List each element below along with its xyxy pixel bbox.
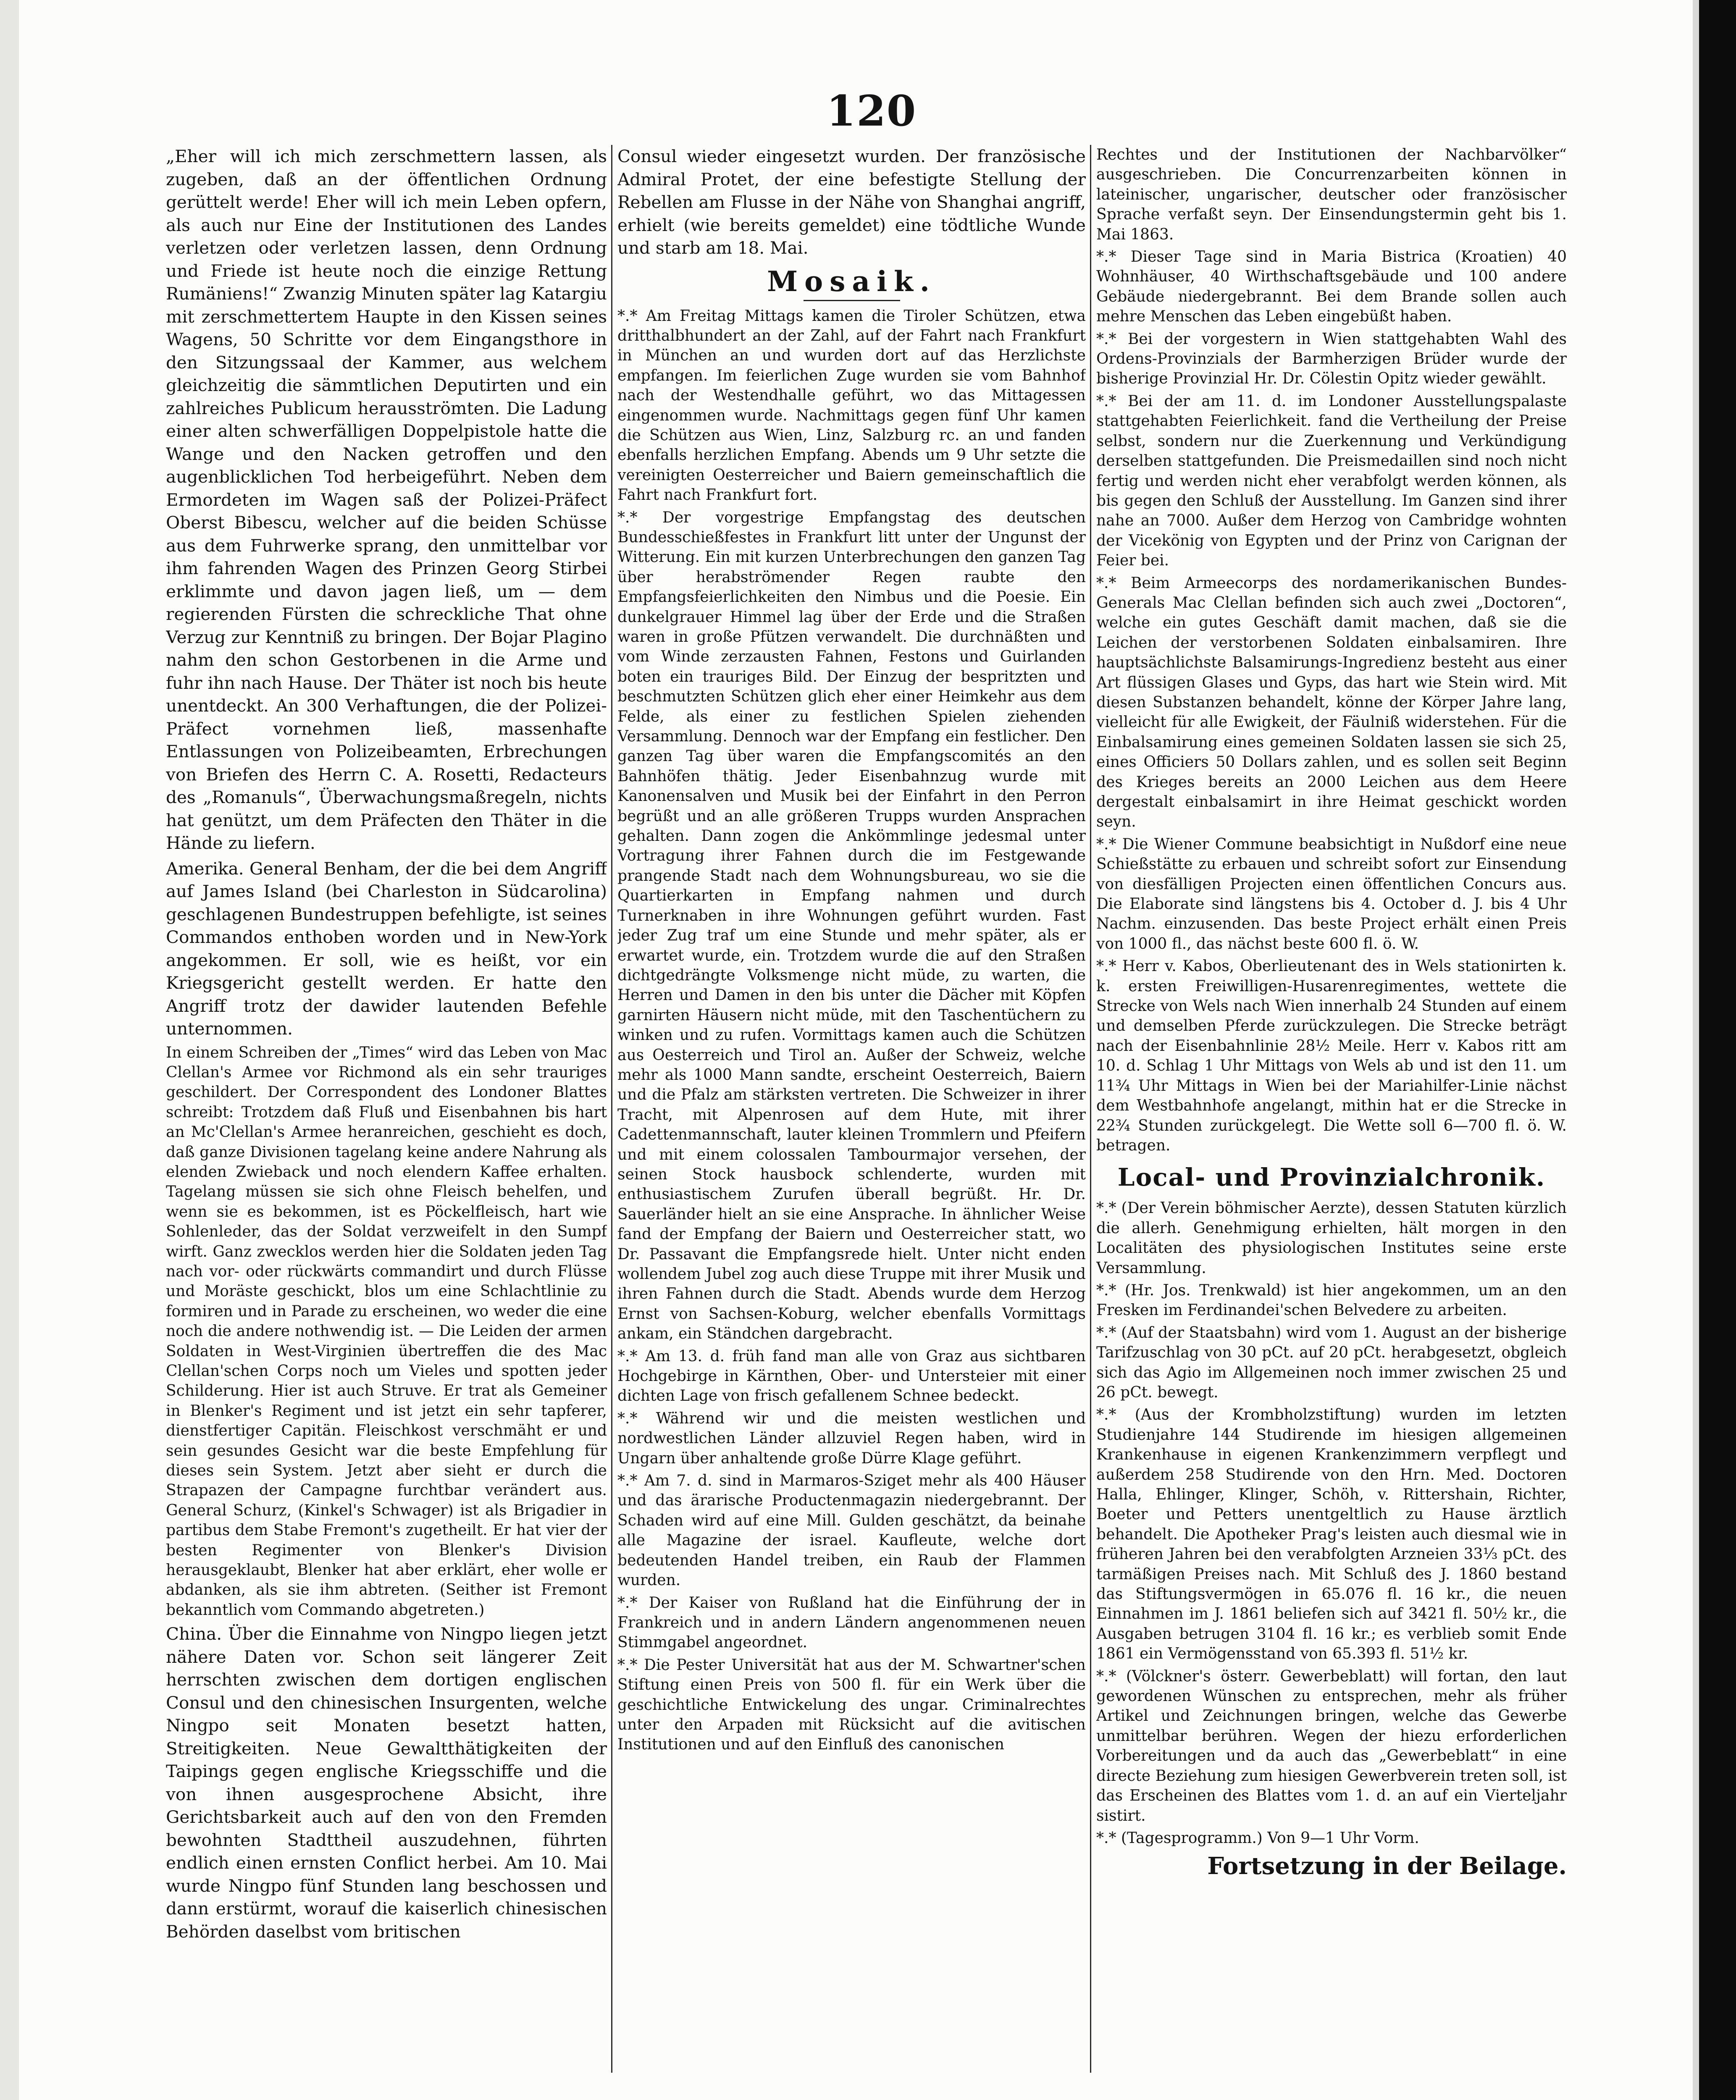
news-item: *.* Bei der vorgestern in Wien stattgehabten Wahl des Ordens-Provinzials der Barmherzigen Brüder wurde der bisherige Provinzial Hr. Dr. Cölestin Opitz wieder gewählt. bbox=[1096, 330, 1567, 388]
column-rule bbox=[611, 145, 612, 2073]
news-item: Rechtes und der Institutionen der Nachbarvölker“ ausgeschrieben. Die Concurrenzarbeiten können in lateinischer, ungarischer, deutscher oder französischer Sprache verfaßt seyn. Der Einsendungstermin geht bis 1. Mai 1863. bbox=[1096, 146, 1567, 243]
article-paragraph: Consul wieder eingesetzt wurden. Der französische Admiral Protet, der eine befestigte Stellung der Rebellen am Flusse in der Nähe von Shanghai angriff, erhielt (wie bereits gemeldet) eine tödtliche Wunde und starb am 18. Mai. bbox=[617, 146, 1086, 258]
article-paragraph: „Eher will ich mich zerschmettern lassen, als zugeben, daß an der öffentlichen Ordnung gerüttelt werde! Eher will ich mein Leben opfern, als auch nur Eine der Institutionen des Landes verletzen oder verletzen lassen, denn Ordnung und Friede ist heute noch die einzige Rettung Rumäniens!“ Zwanzig Minuten später lag Katargiu mit zerschmettertem Haupte in den Kissen seines Wagens, 50 Schritte vor dem Eingangsthore in den Sitzungssaal der Kammer, aus welchem gleichzeitig die sämmtlichen Deputirten und ein zahlreiches Publicum herausströmten. Die Ladung einer alten schwerfälligen Doppelpistole hatte die Wange und den Nacken getroffen und den augenblicklichen Tod herbeigeführt. Neben dem Ermordeten im Wagen saß der Polizei-Präfect Oberst Bibescu, welcher auf die beiden Schüsse aus dem Fuhrwerke sprang, den unmittelbar vor ihm fahrenden Wagen des Prinzen Georg Stirbei erklimmte und davon jagen ließ, um — dem regierenden Fürsten die schreckliche That ohne Verzug zur Kenntniß zu bringen. Der Bojar Plagino nahm den schon Gestorbenen in die Arme und fuhr ihn nach Hause. Der Thäter ist noch bis heute unentdeckt. An 300 Verhaftungen, die der Polizei-Präfect vornehmen ließ, massenhafte Entlassungen von Polizeibeamten, Erbrechungen von Briefen des Herrn C. A. Rosetti, Redacteurs des „Romanuls“, Überwachungsmaßregeln, nichts hat genützt, um dem Präfecten den Thäter in die Hände zu liefern. bbox=[166, 146, 607, 853]
scan-page-edge bbox=[1693, 0, 1699, 2100]
news-item: *.* Herr v. Kabos, Oberlieutenant des in Wels stationirten k. k. ersten Freiwilligen-Husarenregimentes, wettete die Strecke von Wels nach Wien innerhalb 24 Stunden auf einem und demselben Pferde zurückzulegen. Die Strecke beträgt nach der Eisenbahnlinie 28½ Meile. Herr v. Kabos ritt am 10. d. Schlag 1 Uhr Mittags von Wels ab und ist den 11. um 11¾ Uhr Mittags in Wien bei der Mariahilfer-Linie nächst dem Westbahnhofe angelangt, mithin hat er die Strecke in 22¾ Stunden zurückgelegt. Die Wette soll 6—700 fl. ö. W. betragen. bbox=[1096, 958, 1567, 1154]
continuation-note: Fortsetzung in der Beilage. bbox=[1207, 1852, 1567, 1880]
news-item: *.* Beim Armeecorps des nordamerikanischen Bundes-Generals Mac Clellan befinden sich auch zwei „Doctoren“, welche ein gutes Geschäft damit machen, daß sie die Leichen der verstorbenen Soldaten einbalsamiren. Ihre hauptsächlichste Balsamirungs-Ingredienz besteht aus einer Art flüssigen Glases und Gyps, das hart wie Stein wird. Mit diesen Substanzen behandelt, könne der Körper Jahre lang, vielleicht für alle Ewigkeit, der Fäulniß widerstehen. Für die Einbalsamirung eines gemeinen Soldaten lassen sie sich 25, eines Officiers 50 Dollars zahlen, und es sollen seit Beginn des Krieges bereits an 2000 Leichen aus dem Heere dergestalt einbalsamirt in ihre Heimat geschickt worden seyn. bbox=[1096, 574, 1567, 831]
column-3 bbox=[1096, 145, 1567, 2094]
news-item: *.* Die Wiener Commune beabsichtigt in Nußdorf eine neue Schießstätte zu erbauen und schreibt sofort zur Einsendung von diesfälligen Projecten einen öffentlichen Concurs aus. Die Elaborate sind längstens bis 4. October d. J. bis 4 Uhr Nachm. einzusenden. Das beste Project erhält einen Preis von 1000 fl., das nächst beste 600 fl. ö. W. bbox=[1096, 835, 1567, 953]
news-item: *.* Dieser Tage sind in Maria Bistrica (Kroatien) 40 Wohnhäuser, 40 Wirthschaftsgebäude und 100 andere Gebäude niedergebrannt. Bei dem Brande sollen auch mehre Menschen das Leben eingebüßt haben. bbox=[1096, 248, 1567, 326]
news-item: *.* (Aus der Krombholzstiftung) wurden im letzten Studienjahre 144 Studirende im hiesigen allgemeinen Krankenhause in eigenen Krankenzimmern verpflegt und außerdem 258 Studirende von den Hrn. Med. Doctoren Halla, Ehlinger, Klinger, Schöh, v. Rittershain, Richter, Boeter und Petters unentgeltlich zu Hause ärztlich behandelt. Die Apotheker Prag's leisten auch diesmal wie in früheren Jahren bei den verabfolgten Arzneien 33⅓ pCt. des tarmäßigen Preises nach. Mit Schluß des J. 1860 bestand das Stiftungsvermögen in 65.076 fl. 16 kr., die neuen Einnahmen im J. 1861 beliefen sich auf 3421 fl. 50½ kr., die Ausgaben betrugen 3104 fl. 16 kr.; es verblieb somit Ende 1861 ein Vermögensstand von 65.393 fl. 51½ kr. bbox=[1096, 1406, 1567, 1663]
section-title-mosaik: Mosaik. bbox=[767, 265, 936, 298]
section-title-local-chronicle: Local- und Provinzialchronik. bbox=[1117, 1163, 1546, 1192]
column-2 bbox=[617, 145, 1086, 2094]
news-item: *.* (Hr. Jos. Trenkwald) ist hier angekommen, um an den Fresken im Ferdinandei'schen Belvedere zu arbeiten. bbox=[1096, 1281, 1567, 1319]
news-item: *.* (Auf der Staatsbahn) wird vom 1. August an der bisherige Tarifzuschlag von 30 pCt. auf 20 pCt. herabgesetzt, obgleich sich das Agio im Allgemeinen noch immer zwischen 25 und 26 pCt. bewegt. bbox=[1096, 1324, 1567, 1401]
news-item: *.* Bei der am 11. d. im Londoner Ausstellungspalaste stattgehabten Feierlichkeit. fand die Vertheilung der Preise selbst, sondern nur die Zuerkennung und Verkündigung derselben stattgefunden. Die Preismedaillen sind noch nicht fertig und werden nicht eher verabfolgt werden können, als bis gegen den Schluß der Ausstellung. Im Ganzen sind ihrer nahe an 7000. Außer dem Herzog von Cambridge wohnten der Vicekönig von Egypten und der Prinz von Carignan der Feier bei. bbox=[1096, 392, 1567, 570]
column-1 bbox=[166, 145, 607, 2094]
news-item: *.* (Völckner's österr. Gewerbeblatt) will fortan, den laut gewordenen Wünschen zu entsprechen, mehr als früher Artikel und Zeichnungen bringen, welche das Gewerbe unmittelbar berühren. Wegen der hiezu erforderlichen Vorbereitungen und da auch das „Gewerbeblatt“ in eine directe Beziehung zum hiesigen Gewerbverein treten soll, ist das Erscheinen des Blattes vom 1. d. an auf ein Vierteljahr sistirt. bbox=[1096, 1667, 1567, 1824]
article-paragraph: China. Über die Einnahme von Ningpo liegen jetzt nähere Daten vor. Schon seit längerer Zeit herrschten zwischen dem dortigen englischen Consul und den chinesischen Insurgenten, welche Ningpo seit Monaten besetzt hatten, Streitigkeiten. Neue Gewaltthätigkeiten der Taipings gegen englische Kriegsschiffe und die von ihnen ausgesprochene Absicht, ihre Gerichtsbarkeit auch auf den von den Fremden bewohnten Stadttheil auszudehnen, führten endlich einen ernsten Conflict herbei. Am 10. Mai wurde Ningpo fünf Stunden lang beschossen und dann erstürmt, worauf die kaiserlich chinesischen Behörden daselbst vom britischen bbox=[166, 1624, 607, 1942]
title-underline bbox=[804, 300, 900, 301]
scan-dark-border bbox=[1699, 0, 1736, 2100]
news-item: *.* (Der Verein böhmischer Aerzte), dessen Statuten kürzlich die allerh. Genehmigung erhielten, hält morgen in den Localitäten des physiologischen Institutes seine erste Versammlung. bbox=[1096, 1200, 1567, 1277]
page-number: 120 bbox=[826, 86, 917, 136]
news-item: *.* Am 7. d. sind in Marmaros-Sziget mehr als 400 Häuser und das ärarische Productenmagazin niedergebrannt. Der Schaden wird auf eine Mill. Gulden geschätzt, da beinahe alle Magazine der israel. Kaufleute, welche dort bedeutenden Handel treiben, ein Raub der Flammen wurden. bbox=[617, 1472, 1086, 1589]
news-item: *.* Während wir und die meisten westlichen und nordwestlichen Länder allzuviel Regen haben, wird in Ungarn über anhaltende große Dürre Klage geführt. bbox=[617, 1410, 1086, 1467]
column-rule bbox=[1090, 145, 1091, 2073]
news-item: *.* Der vorgestrige Empfangstag des deutschen Bundesschießfestes in Frankfurt litt unter der Ungunst der Witterung. Ein mit kurzen Unterbrechungen den ganzen Tag über herabströmender Regen raubte den Empfangsfeierlichkeiten den Nimbus und die Poesie. Ein dunkelgrauer Himmel lag über der Erde und die Straßen waren in große Pfützen verwandelt. Die durchnäßten und vom Winde zerzausten Fahnen, Festons und Guirlanden boten ein trauriges Bild. Der Einzug der bespritzten und beschmutzten Schützen glich eher einer Heimkehr aus dem Felde, als einer zu festlichen Spielen ziehenden Versammlung. Dennoch war der Empfang ein festlicher. Den ganzen Tag über waren die Empfangscomités an den Bahnhöfen thätig. Jeder Eisenbahnzug wurde mit Kanonensalven und Musik bei der Einfahrt in den Perron begrüßt und an alle größeren Trupps wurden Ansprachen gehalten. Dann zogen die Ankömmlinge jedesmal unter Vortragung ihrer Fahnen durch die im Festgewande prangende Stadt nach dem Wohnungsbureau, wo sie die Quartierkarten in Empfang nahmen und durch Turnerknaben in ihre Wohnungen geführt wurden. Fast jeder Zug traf um eine Stunde und mehr später, als er erwartet wurde, ein. Trotzdem wurde die auf den Straßen dichtgedrängte Volksmenge nicht müde, zu warten, die Herren und Damen in den bis unter die Dächer mit Köpfen garnirten Häusern nicht müde, mit den Taschentüchern zu winken und zu rufen. Vormittags kamen auch die Schützen aus Oesterreich und Tirol an. Außer der Schweiz, welche mehr als 1000 Mann sandte, erscheint Oesterreich, Baiern und die Pfalz am stärksten vertreten. Die Schweizer in ihrer Tracht, mit Alpenrosen auf dem Hute, mit ihrer Cadettenmannschaft, lauter kleinen Trommlern und Pfeifern und mit einem colossalen Tambourmajor versehen, der seinen Stock hausbock schlenderte, wurden mit enthusiastischem Zurufen überall begrüßt. Hr. Dr. Sauerländer hielt an sie eine Ansprache. In ähnlicher Weise fand der Empfang der Baiern und Oesterreicher statt, wo Dr. Passavant die Empfangsrede hielt. Unter nicht enden wollendem Jubel zog auch diese Truppe mit ihrer Musik und ihren Fahnen durch die Stadt. Abends wurde dem Herzog Ernst von Sachsen-Koburg, welcher ebenfalls Vormittags ankam, ein Ständchen dargebracht. bbox=[617, 509, 1086, 1343]
article-paragraph: In einem Schreiben der „Times“ wird das Leben von Mac Clellan's Armee vor Richmond als ein sehr trauriges geschildert. Der Correspondent des Londoner Blattes schreibt: Trotzdem daß Fluß und Eisenbahnen bis hart an Mc'Clellan's Armee heranreichen, geschieht es doch, daß ganze Divisionen tagelang keine andere Nahrung als elenden Zwieback und noch elendern Kaffee erhalten. Tagelang müssen sie sich ohne Fleisch behelfen, und wenn sie es bekommen, ist es Pöckelfleisch, hart wie Sohlenleder, das der Soldat verzweifelt in den Sumpf wirft. Ganz zwecklos werden hier die Soldaten jeden Tag nach vor- oder rückwärts commandirt und durch Flüsse und Moräste geschickt, blos um eine Schlachtlinie zu formiren und in Parade zu erscheinen, wo weder die eine noch die andere nothwendig ist. — Die Leiden der armen Soldaten in West-Virginien übertreffen die des Mac Clellan'schen Corps noch um Vieles und spotten jeder Schilderung. Hier ist auch Struve. Er trat als Gemeiner in Blenker's Regiment und ist jetzt ein sehr tapferer, dienstfertiger Capitän. Fleischkost verschmäht er und sein gesundes Gesicht war die beste Empfehlung für dieses sein System. Jetzt aber sieht er durch die Strapazen der Campagne furchtbar verändert aus. General Schurz, (Kinkel's Schwager) ist als Brigadier in partibus dem Stabe Fremont's zugetheilt. Er hat vier der besten Regimenter von Blenker's Division herausgeklaubt, Blenker hat aber erklärt, eher wolle er abdanken, als sie ihm abtreten. (Seither ist Fremont bekanntlich vom Commando abgetreten.) bbox=[166, 1044, 607, 1619]
news-item: *.* Der Kaiser von Rußland hat die Einführung der in Frankreich und in andern Ländern angenommenen neuen Stimmgabel angeordnet. bbox=[617, 1594, 1086, 1651]
news-item: *.* Die Pester Universität hat aus der M. Schwartner'schen Stiftung einen Preis von 500 fl. für ein Werk über die geschichtliche Entwickelung des ungar. Criminalrechtes unter den Arpaden mit Rücksicht auf die avitischen Institutionen und auf den Einfluß des canonischen bbox=[617, 1656, 1086, 1754]
scan-left-margin bbox=[0, 0, 19, 2100]
article-paragraph: Amerika. General Benham, der die bei dem Angriff auf James Island (bei Charleston in Südcarolina) geschlagenen Bundestruppen befehligte, ist seines Commandos enthoben worden und in New-York angekommen. Er soll, wie es heißt, vor ein Kriegsgericht gestellt werden. Er hatte den Angriff trotz der dawider lautenden Befehle unternommen. bbox=[166, 858, 607, 1039]
news-item: *.* Am 13. d. früh fand man alle von Graz aus sichtbaren Hochgebirge in Kärnthen, Ober- und Untersteier mit einer dichten Lage von frisch gefallenem Schnee bedeckt. bbox=[617, 1347, 1086, 1405]
news-item: *.* Am Freitag Mittags kamen die Tiroler Schützen, etwa dritthalbhundert an der Zahl, auf der Fahrt nach Frankfurt in München an und wurden dort auf das Herzlichste empfangen. Im feierlichen Zuge wurden sie vom Bahnhof nach der Westendhalle geführt, wo das Mittagessen eingenommen wurde. Nachmittags gegen fünf Uhr kamen die Schützen aus Wien, Linz, Salzburg rc. an und fanden ebenfalls herzlichen Empfang. Abends um 9 Uhr setzte die vereinigten Oesterreicher und Baiern gemeinschaftlich die Fahrt nach Frankfurt fort. bbox=[617, 307, 1086, 504]
news-item: *.* (Tagesprogramm.) Von 9—1 Uhr Vorm. bbox=[1096, 1829, 1419, 1847]
